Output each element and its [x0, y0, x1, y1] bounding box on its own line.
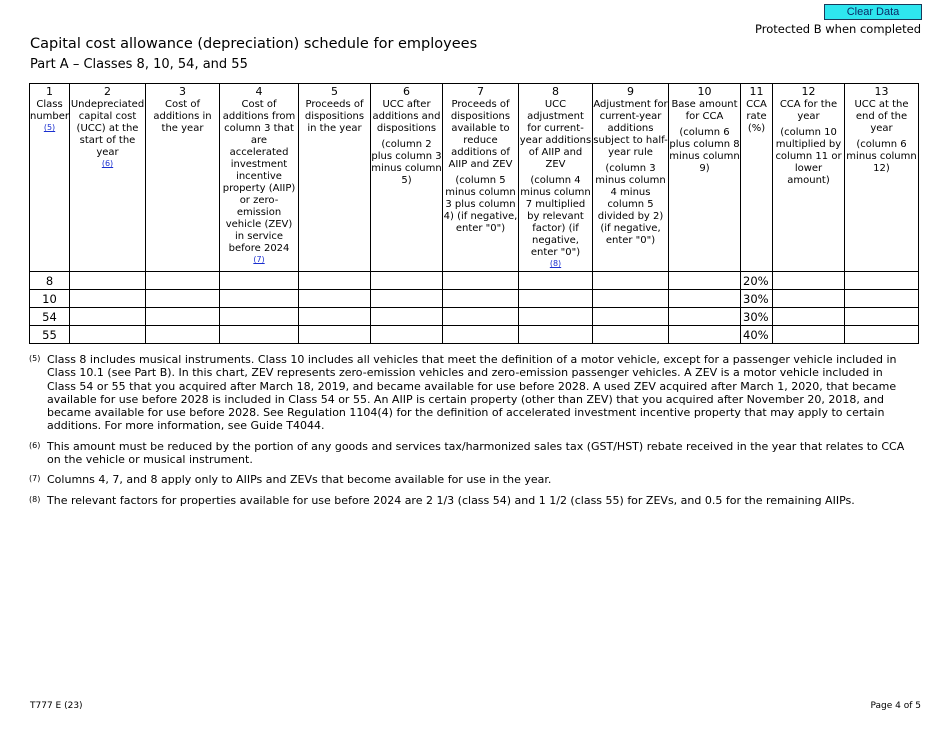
column-description: Proceeds of dispositions in the year [304, 99, 365, 134]
cca-rate-cell: 30% [741, 290, 773, 308]
column-description: Cost of additions in the year [153, 99, 212, 134]
proceeds-of-dispositions-input[interactable] [299, 272, 371, 290]
half-year-adjustment-input[interactable] [593, 308, 669, 326]
ucc-adjustment-input[interactable] [519, 290, 593, 308]
base-amount-input[interactable] [669, 308, 741, 326]
base-amount-input[interactable] [669, 326, 741, 344]
footnote-8-link[interactable]: (8) [549, 259, 562, 268]
cca-rate-cell: 40% [741, 326, 773, 344]
column-header [773, 84, 845, 272]
base-amount-input[interactable] [669, 290, 741, 308]
class-number-cell: 10 [30, 290, 70, 308]
column-header [371, 84, 443, 272]
aiip-zev-additions-input[interactable] [220, 308, 299, 326]
column-number: 10 [697, 85, 712, 98]
part-a-subtitle: Part A – Classes 8, 10, 54, and 55 [30, 57, 248, 72]
cca-for-year-input[interactable] [773, 326, 845, 344]
cca-for-year-input[interactable] [773, 290, 845, 308]
cca-rate-cell: 30% [741, 308, 773, 326]
column-number: 6 [403, 85, 410, 98]
column-calculation: (column 6 minus column 12) [846, 139, 917, 174]
footnote-marker: (5) [29, 354, 41, 363]
proceeds-available-input[interactable] [443, 272, 519, 290]
cca-schedule-table [29, 83, 919, 344]
column-calculation: (column 5 minus column 3 plus column 4) (if negative, enter "0") [443, 175, 518, 234]
column-number: 9 [627, 85, 634, 98]
column-description: UCC adjustment for current-year additions of AIIP and ZEV [519, 99, 592, 170]
column-number: 7 [477, 85, 484, 98]
class-number-cell: 55 [30, 326, 70, 344]
column-description: Proceeds of dispositions available to reduce additions of AIIP and ZEV [448, 99, 513, 170]
cost-of-additions-input[interactable] [146, 290, 220, 308]
column-number: 11 [749, 85, 764, 98]
form-identifier: T777 E (23) [30, 701, 83, 711]
proceeds-available-input[interactable] [443, 326, 519, 344]
ucc-end-input[interactable] [845, 326, 919, 344]
clear-data-button[interactable]: Clear Data [824, 4, 922, 20]
column-description: Base amount for CCA [671, 99, 738, 122]
column-header [70, 84, 146, 272]
proceeds-of-dispositions-input[interactable] [299, 290, 371, 308]
ucc-start-input[interactable] [70, 290, 146, 308]
table-row [30, 272, 919, 290]
column-description: Undepreciated capital cost (UCC) at the start of the year [70, 99, 145, 158]
ucc-start-input[interactable] [70, 272, 146, 290]
column-header [30, 84, 70, 272]
half-year-adjustment-input[interactable] [593, 326, 669, 344]
column-number: 13 [874, 85, 889, 98]
footnote-text: Class 8 includes musical instruments. Class 10 includes all vehicles that meet the definition of a motor vehicle, except for a passenger vehicle included in Class 10.1 (see Part B). In this chart, ZEV represents zero-emission vehicles and zero-emission passenger vehicles. A ZEV is a motor vehicle included in Class 54 or 55 that you acquired after March 18, 2019, and became available for use before 2028. A used ZEV acquired after March 1, 2020, that became available for use before 2028 is included in Class 54 or 55. An AIIP is certain property (other than ZEV) that you acquired after November 20, 2018, and became available for use before 2028. See Regulation 1104(4) for the definition of accelerated investment incentive property that may apply to certain additions. For more information, see Guide T4044. [47, 353, 897, 433]
column-header [519, 84, 593, 272]
proceeds-of-dispositions-input[interactable] [299, 326, 371, 344]
column-number: 12 [801, 85, 816, 98]
class-number-cell: 8 [30, 272, 70, 290]
column-number: 3 [179, 85, 186, 98]
footnote-7 [29, 473, 909, 486]
ucc-adjustment-input[interactable] [519, 326, 593, 344]
base-amount-input[interactable] [669, 272, 741, 290]
table-row [30, 290, 919, 308]
footnote-8 [29, 494, 909, 507]
column-calculation: (column 2 plus column 3 minus column 5) [371, 139, 442, 186]
cost-of-additions-input[interactable] [146, 308, 220, 326]
column-header [669, 84, 741, 272]
column-number: 5 [331, 85, 338, 98]
aiip-zev-additions-input[interactable] [220, 272, 299, 290]
aiip-zev-additions-input[interactable] [220, 326, 299, 344]
ucc-start-input[interactable] [70, 326, 146, 344]
proceeds-available-input[interactable] [443, 308, 519, 326]
column-header [146, 84, 220, 272]
aiip-zev-additions-input[interactable] [220, 290, 299, 308]
ucc-after-additions-input[interactable] [371, 326, 443, 344]
column-number: 4 [255, 85, 263, 98]
footnote-marker: (6) [29, 440, 41, 450]
ucc-adjustment-input[interactable] [519, 272, 593, 290]
footnote-5 [29, 353, 909, 433]
footnote-5-link[interactable]: (5) [43, 123, 56, 132]
ucc-end-input[interactable] [845, 290, 919, 308]
footnote-marker: (8) [29, 494, 41, 504]
column-calculation: (column 4 minus column 7 multiplied by relevant factor) (if negative, enter "0") [520, 175, 591, 258]
cost-of-additions-input[interactable] [146, 326, 220, 344]
column-number: 2 [104, 85, 111, 98]
ucc-adjustment-input[interactable] [519, 308, 593, 326]
column-description: Cost of additions from column 3 that are accelerated investment incentive property (AIIP) or zero-emission vehicle (ZEV) in service before 2024 [222, 99, 296, 254]
ucc-after-additions-input[interactable] [371, 272, 443, 290]
column-calculation: (column 6 plus column 8 minus column 9) [669, 127, 740, 174]
column-description: UCC at the end of the year [854, 99, 909, 134]
footnote-6 [29, 440, 909, 467]
column-description: CCA rate (%) [746, 99, 767, 134]
column-header [593, 84, 669, 272]
column-description: CCA for the year [779, 99, 838, 122]
column-description: UCC after additions and dispositions [372, 99, 441, 134]
column-description: Adjustment for current-year additions subject to half-year rule [593, 99, 668, 158]
footnote-7-link[interactable]: (7) [253, 255, 265, 264]
ucc-end-input[interactable] [845, 308, 919, 326]
column-header [443, 84, 519, 272]
cca-rate-cell: 20% [741, 272, 773, 290]
half-year-adjustment-input[interactable] [593, 290, 669, 308]
ucc-start-input[interactable] [70, 308, 146, 326]
ucc-after-additions-input[interactable] [371, 308, 443, 326]
half-year-adjustment-input[interactable] [593, 272, 669, 290]
footnote-marker: (7) [29, 474, 41, 484]
footnote-text: Columns 4, 7, and 8 apply only to AIIPs and ZEVs that become available for use in the year. [47, 473, 552, 487]
column-header [741, 84, 773, 272]
table-row [30, 326, 919, 344]
page-title: Capital cost allowance (depreciation) schedule for employees [30, 36, 478, 52]
column-number: 1 [46, 85, 53, 98]
footnote-6-link[interactable]: (6) [101, 159, 114, 168]
proceeds-available-input[interactable] [443, 290, 519, 308]
column-calculation: (column 10 multiplied by column 11 or lower amount) [775, 127, 842, 186]
column-header [299, 84, 371, 272]
cca-for-year-input[interactable] [773, 308, 845, 326]
page-number: Page 4 of 5 [870, 701, 921, 711]
column-number: 8 [552, 85, 559, 98]
cost-of-additions-input[interactable] [146, 272, 220, 290]
column-calculation: (column 3 minus column 4 minus column 5 divided by 2) (if negative, enter "0") [595, 163, 666, 246]
cca-for-year-input[interactable] [773, 272, 845, 290]
ucc-after-additions-input[interactable] [371, 290, 443, 308]
protected-b-notice: Protected B when completed [755, 22, 921, 36]
proceeds-of-dispositions-input[interactable] [299, 308, 371, 326]
column-description: Class number [30, 99, 70, 122]
class-number-cell: 54 [30, 308, 70, 326]
table-header-row [30, 84, 919, 272]
footnotes [29, 353, 909, 514]
footnote-text: The relevant factors for properties available for use before 2024 are 2 1/3 (class 54) and 1 1/2 (class 55) for ZEVs, and 0.5 for the remaining AIIPs. [47, 493, 855, 507]
table-row [30, 308, 919, 326]
column-header [220, 84, 299, 272]
column-header [845, 84, 919, 272]
footnote-text: This amount must be reduced by the portion of any goods and services tax/harmonized sales tax (GST/HST) rebate received in the year that relates to CCA on the vehicle or musical instrument. [47, 439, 905, 467]
ucc-end-input[interactable] [845, 272, 919, 290]
